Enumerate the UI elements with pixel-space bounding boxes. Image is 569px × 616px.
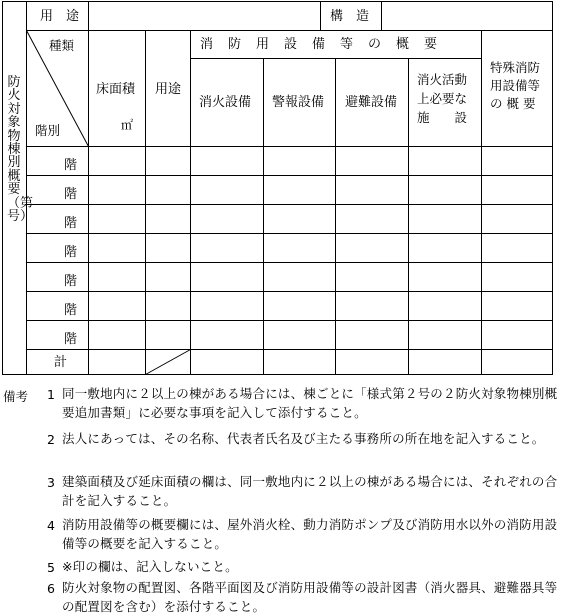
floor-row-label: 階	[64, 158, 78, 173]
floor-row-label: 階	[64, 274, 78, 289]
facility-group-header: 消 防 用 設 備 等 の 概 要	[200, 37, 439, 52]
special-header-2: 用設備等	[490, 78, 541, 93]
alarm-header: 警報設備	[272, 95, 325, 110]
note-number: 3	[47, 475, 55, 490]
note-text: 防火対象物の配置図、各階平面図及び消防用設備等の設計図書（消火器具、避難器具等の配置図を含む）を添付すること。	[62, 580, 558, 614]
firefighting-header-2: 上必要な	[417, 91, 468, 106]
structure-label: 構 造	[330, 9, 370, 24]
note-number: 2	[47, 432, 55, 447]
floor-row-label: 階	[64, 332, 78, 347]
side-title: 防火対象物棟別概要（第 号）	[7, 75, 60, 225]
note-number: 5	[47, 560, 55, 575]
floor-area-header: 床面積	[96, 82, 136, 97]
note-text: 同一敷地内に２以上の棟がある場合には、棟ごとに「様式第２号の２防火対象物棟別概要追加書類」に必要な事項を記入して添付すること。	[62, 386, 558, 420]
use-label: 用 途	[40, 9, 80, 24]
type-label: 種類	[49, 38, 75, 53]
fire-extinguishing-header: 消火設備	[199, 95, 252, 110]
floor-row-label: 階	[64, 245, 78, 260]
floor-row-label: 階	[64, 187, 78, 202]
firefighting-header-3: 施 設	[417, 110, 468, 125]
note-text: ※印の欄は、記入しないこと。	[62, 559, 238, 574]
note-text: 消防用設備等の概要欄には、屋外消火栓、動力消防ポンプ及び消防用水以外の消防用設備等の概要を記入すること。	[62, 517, 558, 551]
note-text: 法人にあっては、その名称、代表者氏名及び主たる事務所の所在地を記入すること。	[62, 431, 545, 446]
note-text: 建築面積及び延床面積の欄は、同一敷地内に２以上の棟がある場合には、それぞれの合計を記入すること。	[62, 474, 558, 508]
note-number: 1	[47, 387, 55, 402]
total-label: 計	[54, 355, 68, 370]
floor-row-label: 階	[64, 303, 78, 318]
note-number: 4	[47, 518, 55, 533]
evacuation-header: 避難設備	[345, 95, 398, 110]
notes-heading: 備考	[3, 389, 29, 404]
firefighting-header-1: 消火活動	[417, 72, 468, 87]
floor-row-label: 階	[64, 216, 78, 231]
floor-label: 階別	[35, 123, 61, 138]
special-header-1: 特殊消防	[490, 60, 541, 75]
area-unit: ㎡	[121, 118, 134, 132]
use-header: 用途	[155, 82, 182, 97]
note-number: 6	[47, 581, 55, 596]
special-header-3: の 概 要	[490, 96, 536, 111]
